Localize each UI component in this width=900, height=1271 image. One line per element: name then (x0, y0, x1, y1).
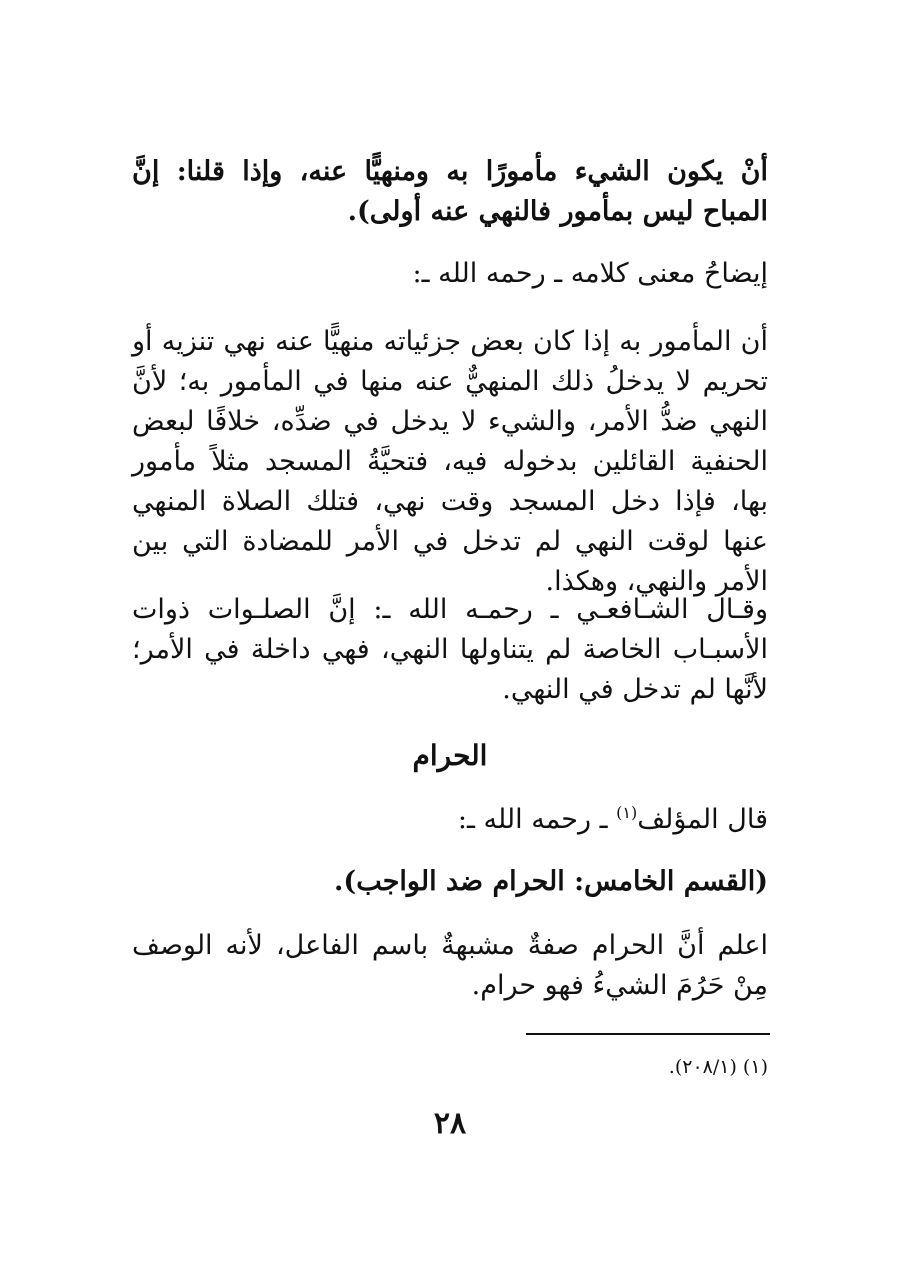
footnote-marker: (١) (616, 803, 638, 822)
section-heading: الحرام (412, 739, 488, 772)
paragraph-explanation-body: أن المأمور به إذا كان بعض جزئياته منهيًّا عنه نهي تنزيه أو تحريم لا يدخلُ ذلك المنهيٌّ عنه منها في المأمور به؛ لأنَّ النهي ضدُّ الأمر، والشيء لا يدخل في ضدِّه، خلافًا لبعض الحنفية القائلين بدخوله فيه، فتحيَّةُ المسجد مثلاً مأمور بها، فإذا دخل المسجد وقت نهي، فتلك الصلاة المنهي عنها لوقت النهي لم تدخل في الأمر للمضادة التي بين الأمر والنهي، وهكذا. (132, 326, 768, 597)
footnote-text: (١) (٢٠٨/١). (668, 1056, 768, 1078)
page-number: ٢٨ (433, 1106, 467, 1141)
paragraph-definition: اعلم أنَّ الحرام صفةٌ مشبهةٌ باسم الفاعل، لأنه الوصف مِنْ حَرُمَ الشيءُ فهو حرام. (132, 930, 768, 1001)
paragraph-author-says (132, 800, 768, 840)
paragraph-shafii-opinion: وقـال الشـافعـي ـ رحمـه الله ـ: إنَّ الصلـوات ذوات الأسبـاب الخاصة لم يتناولها النهي، فهي داخلة في الأمر؛ لأنَّها لم تدخل في النهي. (132, 594, 768, 705)
author-says-text: قال المؤلف (637, 804, 768, 835)
author-says-suffix: ـ رحمه الله ـ: (457, 804, 617, 835)
paragraph-explanation-heading: إيضاحُ معنى كلامه ـ رحمه الله ـ: (412, 258, 768, 289)
footnote-separator (526, 1033, 770, 1035)
paragraph-quote-end: أنْ يكون الشيء مأمورًا به ومنهيًّا عنه، وإذا قلنا: إنَّ المباح ليس بمأمور فالنهي عنه أولى). (132, 156, 768, 227)
paragraph-fifth-category: (القسم الخامس: الحرام ضد الواجب). (334, 866, 768, 897)
